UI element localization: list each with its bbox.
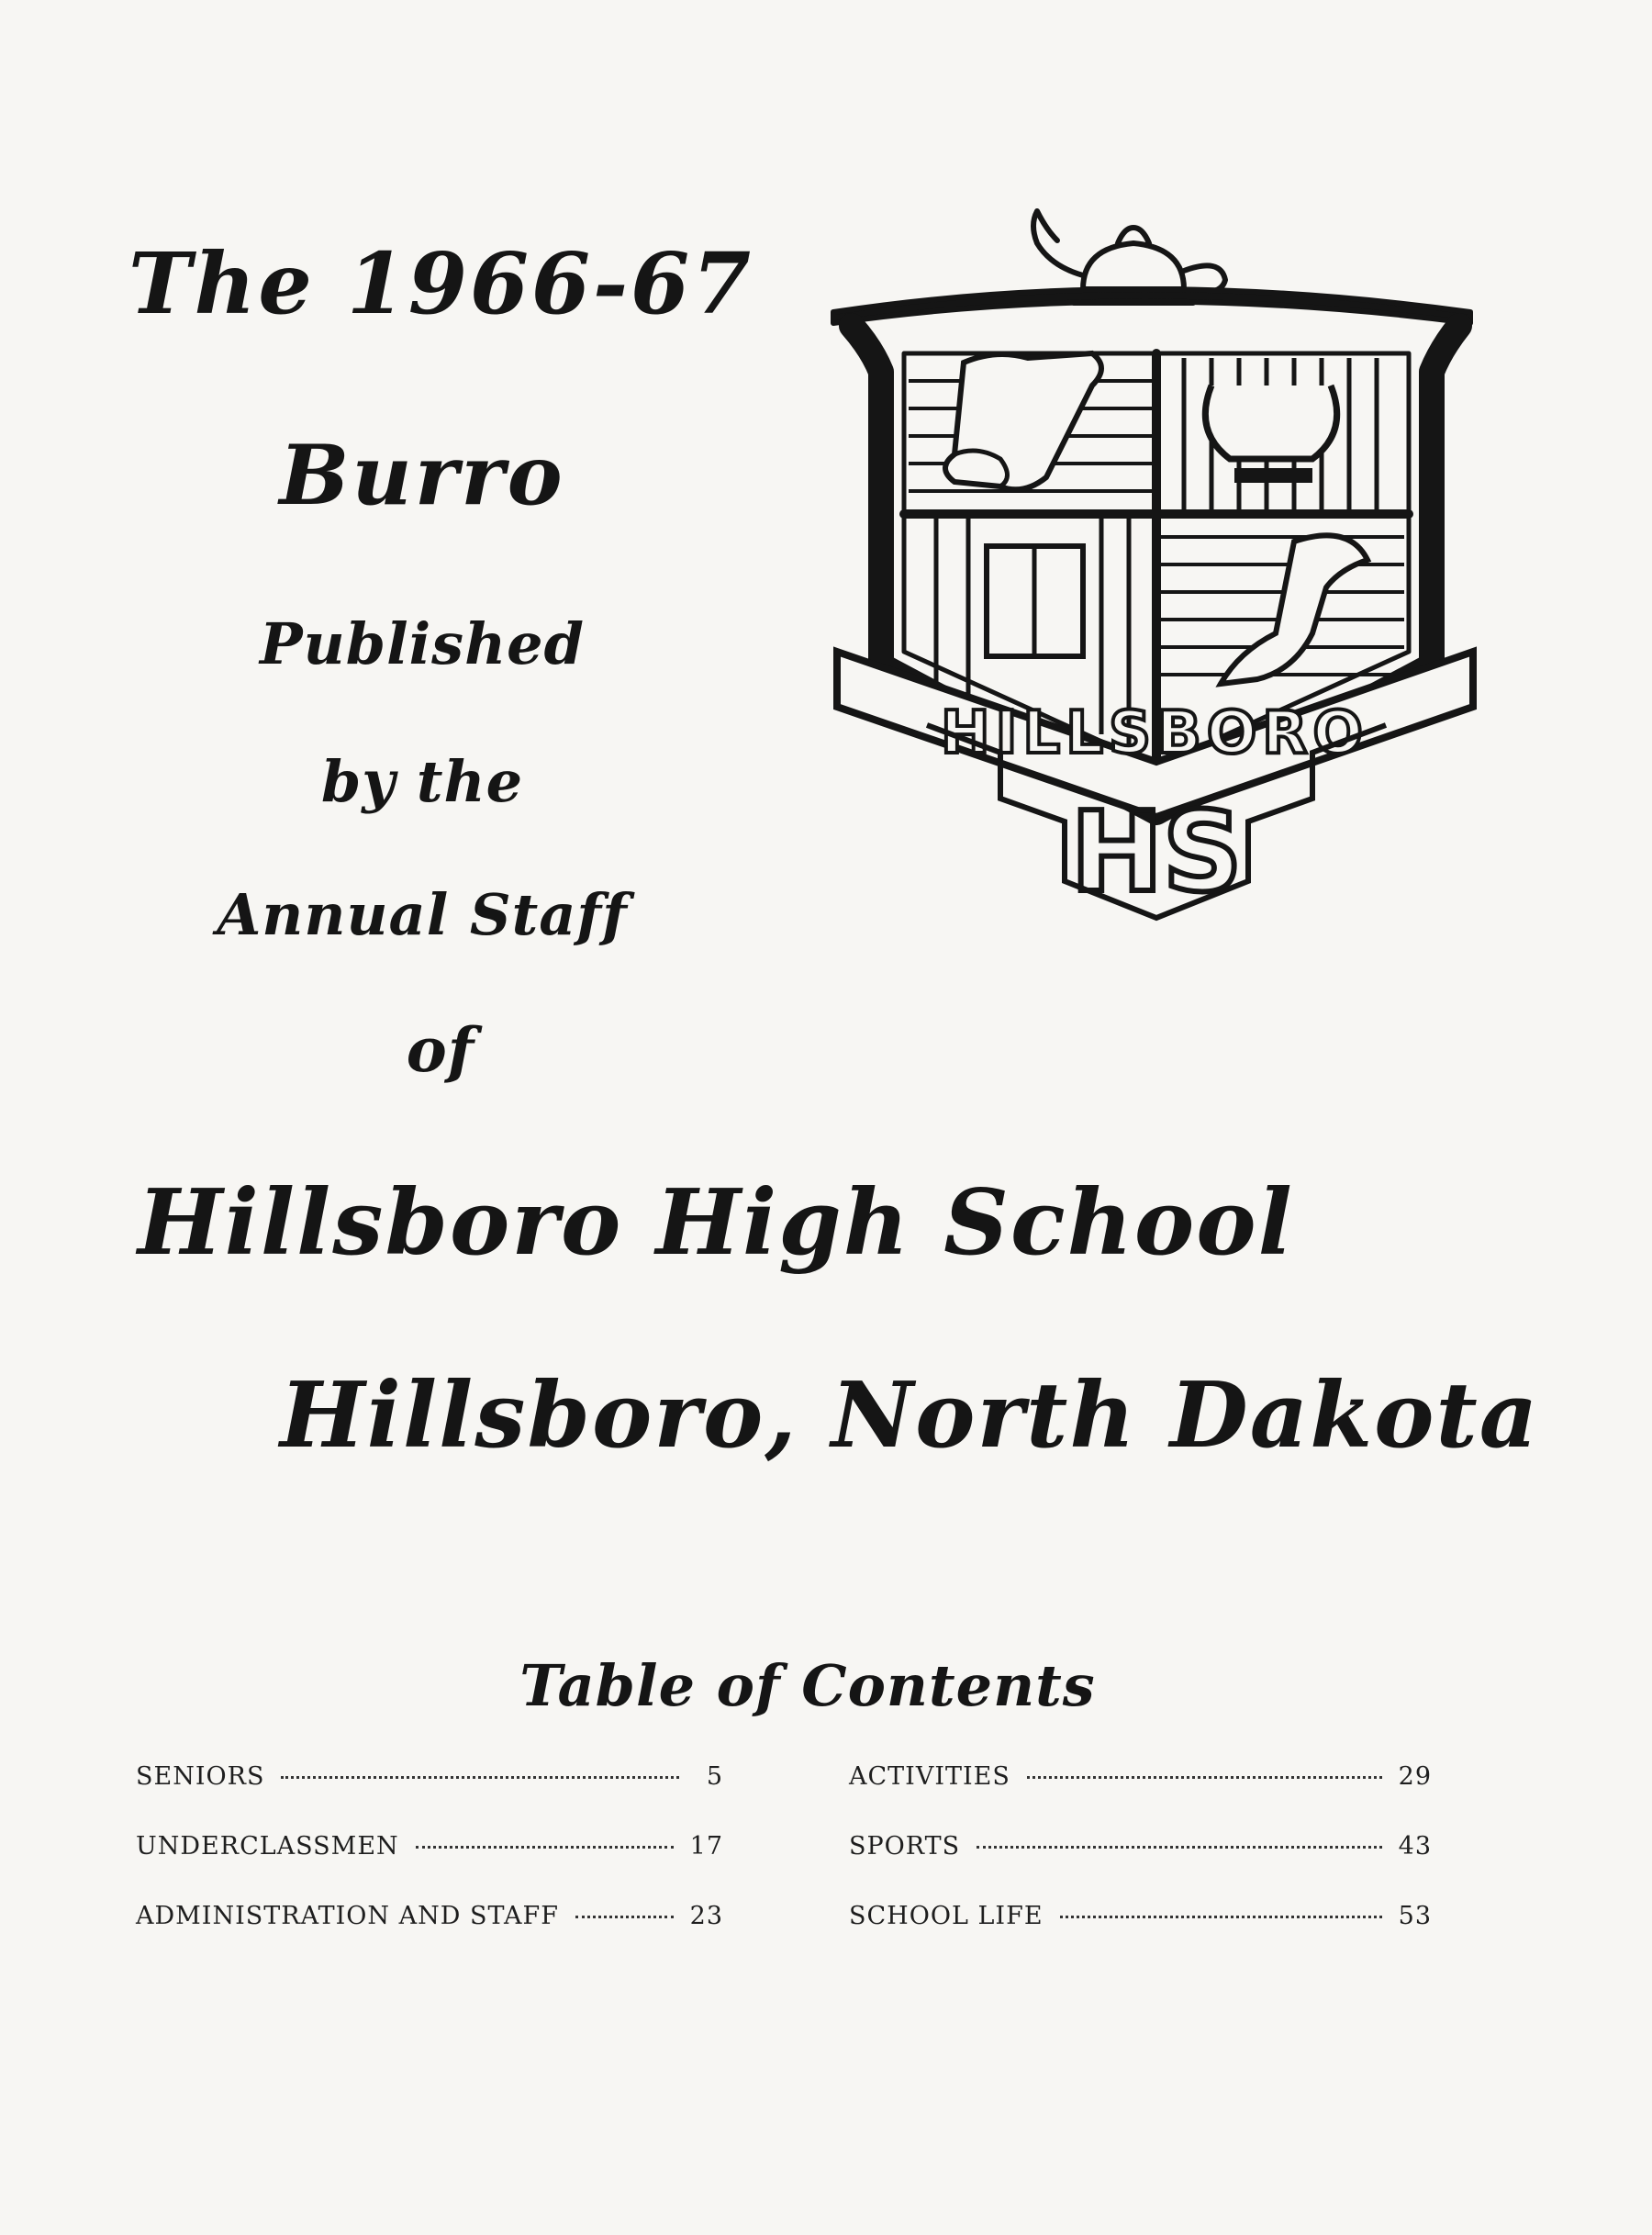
toc-left-column: [136, 1762, 723, 1972]
toc-item: [849, 1762, 1432, 1832]
publisher-line-3: Annual Staff: [217, 881, 628, 948]
toc-item-label: UNDERCLASSMEN: [136, 1832, 399, 1861]
toc-leader-dots: [575, 1916, 674, 1918]
school-location: Hillsboro, North Dakota: [280, 1363, 1540, 1469]
yearbook-title-year: The 1966-67: [128, 234, 754, 333]
toc-item-label: SPORTS: [849, 1832, 961, 1861]
publisher-line-1: Published: [260, 610, 585, 677]
school-name: Hillsboro High School: [138, 1170, 1294, 1276]
toc-item: [136, 1902, 723, 1972]
toc-item-page: 29: [1398, 1762, 1432, 1791]
toc-item-label: SENIORS: [136, 1762, 265, 1791]
toc-item: [849, 1902, 1432, 1972]
toc-leader-dots: [977, 1846, 1381, 1849]
toc-leader-dots: [416, 1846, 674, 1849]
toc-right-column: [849, 1762, 1432, 1972]
toc-item-page: 23: [689, 1902, 723, 1930]
toc-item-page: 43: [1398, 1832, 1432, 1861]
yearbook-title-name: Burro: [279, 427, 565, 524]
publisher-line-2: by the: [320, 748, 524, 815]
toc-item: [136, 1832, 723, 1902]
toc-item-label: ADMINISTRATION AND STAFF: [136, 1902, 559, 1930]
crest-monogram: HS: [1070, 789, 1243, 917]
toc-item-page: 53: [1398, 1902, 1432, 1930]
toc-item: [849, 1832, 1432, 1902]
table-of-contents-heading: Table of Contents: [519, 1652, 1096, 1719]
toc-item-page: 17: [689, 1832, 723, 1861]
toc-item-label: ACTIVITIES: [849, 1762, 1010, 1791]
crest-banner-text: HILLSBORO: [941, 699, 1368, 767]
publisher-line-4: of: [406, 1014, 475, 1086]
toc-item-page: 5: [706, 1762, 723, 1791]
toc-item: [136, 1762, 723, 1832]
toc-leader-dots: [281, 1776, 679, 1779]
toc-item-label: SCHOOL LIFE: [849, 1902, 1044, 1930]
toc-leader-dots: [1027, 1776, 1382, 1779]
school-crest-icon: [817, 156, 1487, 1000]
toc-leader-dots: [1060, 1916, 1382, 1918]
